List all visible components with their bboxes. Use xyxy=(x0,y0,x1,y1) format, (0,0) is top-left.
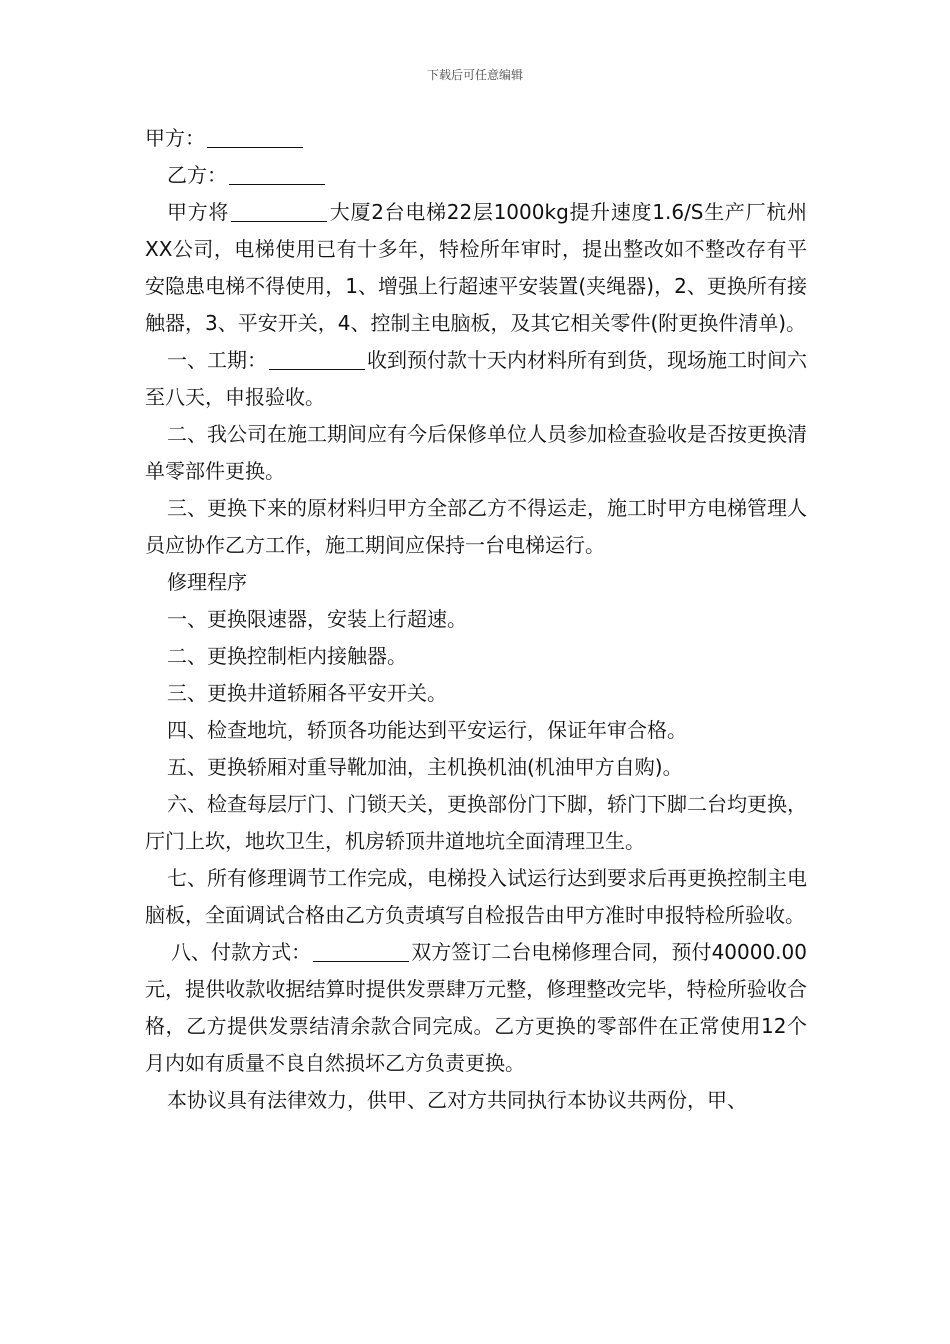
party-b-line xyxy=(145,157,807,194)
party-a-blank xyxy=(207,125,303,148)
building-name-blank xyxy=(231,199,327,222)
step-7: 七、所有修理调节工作完成，电梯投入试运行达到要求后再更换控制主电脑板，全面调试合格由乙方负责填写自检报告由甲方准时申报特检所验收。 xyxy=(145,866,807,927)
term-2-paragraph: 二、我公司在施工期间应有今后保修单位人员参加检查验收是否按更换清单零部件更换。 xyxy=(145,422,807,483)
step-6: 六、检查每层厅门、门锁天关，更换部份门下脚，轿门下脚二台均更换，厅门上坎，地坎卫生，机房轿顶井道地坑全面清理卫生。 xyxy=(145,792,807,853)
party-b-blank xyxy=(229,162,325,185)
term-1-text: 收到预付款十天内材料所有到货，现场施工时间六至八天，申报验收。 xyxy=(145,348,807,409)
term-8-blank xyxy=(313,939,409,962)
term-1-label: 一、工期： xyxy=(167,348,267,372)
step-4: 四、检查地坑，轿顶各功能达到平安运行，保证年审合格。 xyxy=(167,718,687,742)
page-header: 下载后可任意编辑 xyxy=(426,68,523,82)
party-b-label: 乙方： xyxy=(167,163,227,187)
step-3: 三、更换井道轿厢各平安开关。 xyxy=(167,681,447,705)
contract-body xyxy=(145,120,807,1119)
party-a-label: 甲方： xyxy=(145,126,205,150)
party-a-line xyxy=(145,120,807,157)
program-title: 修理程序 xyxy=(167,570,247,594)
term-8-text: 双方签订二台电梯修理合同，预付40000.00元，提供收款收据结算时提供发票肆万元整，修理整改完毕，特检所验收合格，乙方提供发票结清余款合同完成。乙方更换的零部件在正常使用12个月内如有质量不良自然损坏乙方负责更换。 xyxy=(145,940,807,1075)
term-1-blank xyxy=(269,347,365,370)
closing-paragraph: 本协议具有法律效力，供甲、乙对方共同执行本协议共两份，甲、 xyxy=(167,1088,747,1112)
intro-paragraph xyxy=(145,194,807,342)
intro-text-rest: 大厦2台电梯22层1000kg提升速度1.6/S生产厂杭州XX公司，电梯使用已有十多年，特检所年审时，提出整改如不整改存有平安隐患电梯不得使用，1、增强上行超速平安装置(夹绳器)，2、更换所有接触器，3、平安开关，4、控制主电脑板，及其它相关零件(附更换件清单)。 xyxy=(145,200,808,335)
step-5: 五、更换轿厢对重导靴加油，主机换机油(机油甲方自购)。 xyxy=(167,755,683,779)
step-2: 二、更换控制柜内接触器。 xyxy=(167,644,407,668)
term-8-label: 八、付款方式： xyxy=(171,940,312,964)
term-1-paragraph xyxy=(145,342,807,416)
term-8-paragraph xyxy=(145,934,807,1082)
intro-text-start: 甲方将 xyxy=(167,200,230,224)
step-1: 一、更换限速器，安装上行超速。 xyxy=(167,607,467,631)
term-3-paragraph: 三、更换下来的原材料归甲方全部乙方不得运走，施工时甲方电梯管理人员应协作乙方工作，施工期间应保持一台电梯运行。 xyxy=(145,496,807,557)
